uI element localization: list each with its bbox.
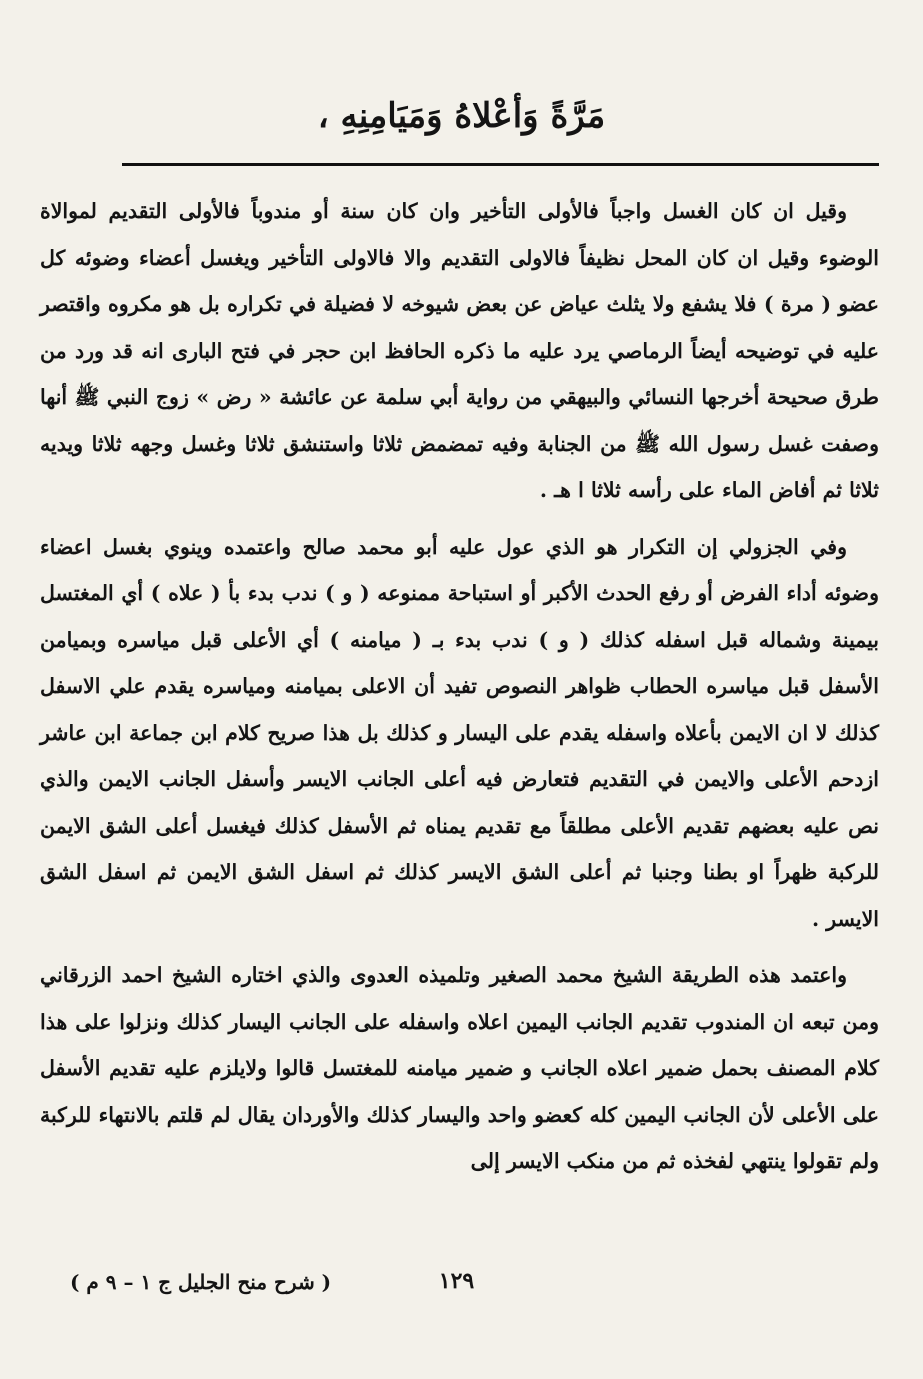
paragraph-2: وفي الجزولي إن التكرار هو الذي عول عليه أبو محمد صالح واعتمده وينوي بغسل اعضاء وضوئه أداء الفرض أو رفع الحدث الأكبر أو استباحة ممنوعه ( و ) ندب بدء بأ ( علاه ) أي المغتسل بيمينة وشماله قبل اسفله كذلك ( و ) ندب بدء بـ ( ميامنه ) أي الأعلى قبل مياسره وبميامن الأسفل قبل مياسره الحطاب ظواهر النصوص تفيد أن الاعلى بميامنه ومياسره يقدم علي الاسفل كذلك لا ان الايمن بأعلاه واسفله يقدم على اليسار و كذلك بل هذا صريح كلام ابن جماعة ابن عاشر ازدحم الأعلى والايمن في التقديم فتعارض فيه أعلى الجانب الايسر وأسفل الجانب الايمن والذي نص عليه بعضهم تقديم الأعلى مطلقاً مع تقديم يمناه ثم الأسفل كذلك فيغسل أعلى الشق الايمن للركبة ظهراً او بطنا وجنبا ثم أعلى الشق الايسر كذلك ثم اسفل الشق الايمن ثم اسفل الشق الايسر . <box>40 534 879 931</box>
page-header: مَرَّةً وَأعْلاهُ وَمَيَامِنِهِ ، <box>317 96 606 136</box>
footer-reference: ( شرح منح الجليل ج ١ – ٩ م ) <box>70 1270 332 1294</box>
body-text <box>40 188 879 1195</box>
page-number: ١٢٩ <box>438 1268 475 1294</box>
paragraph-3: واعتمد هذه الطريقة الشيخ محمد الصغير وتلميذه العدوى والذي اختاره الشيخ احمد الزرقاني ومن تبعه ان المندوب تقديم الجانب اليمين اعلاه واسفله على الجانب اليسار كذلك ونزلوا على هذا كلام المصنف بحمل ضمير اعلاه الجانب و ضمير ميامنه للمغتسل قالوا ولايلزم عليه تقديم الأسفل على الأعلى لأن الجانب اليمين كله كعضو واحد واليسار كذلك والأوردان يقال لم قلتم بالانتهاء للركبة ولم تقولوا ينتهي لفخذه ثم من منكب الايسر إلى <box>40 963 879 1173</box>
paragraph-1: وقيل ان كان الغسل واجباً فالأولى التأخير وان كان سنة أو مندوباً فالأولى التقديم لموالاة الوضوء وقيل ان كان المحل نظيفاً فالاولى التقديم والا فالاولى التأخير ويغسل أعضاء وضوئه كل عضو ( مرة ) فلا يشفع ولا يثلث عياض عن بعض شيوخه لا فضيلة في تكراره بل هو مكروه واقتصر عليه في توضيحه أيضاً الرماصي يرد عليه ما ذكره الحافظ ابن حجر في فتح البارى انه قد ورد من طرق صحيحة أخرجها النسائي والبيهقي من رواية أبي سلمة عن عائشة « رض » زوج النبي ﷺ أنها وصفت غسل رسول الله ﷺ من الجنابة وفيه تمضمض ثلاثا واستنشق ثلاثا وغسل وجهه ثلاثا ويديه ثلاثا ثم أفاض الماء على رأسه ثلاثا ا هـ . <box>40 199 879 502</box>
page-footer <box>70 1268 843 1308</box>
header-rule <box>122 163 879 166</box>
